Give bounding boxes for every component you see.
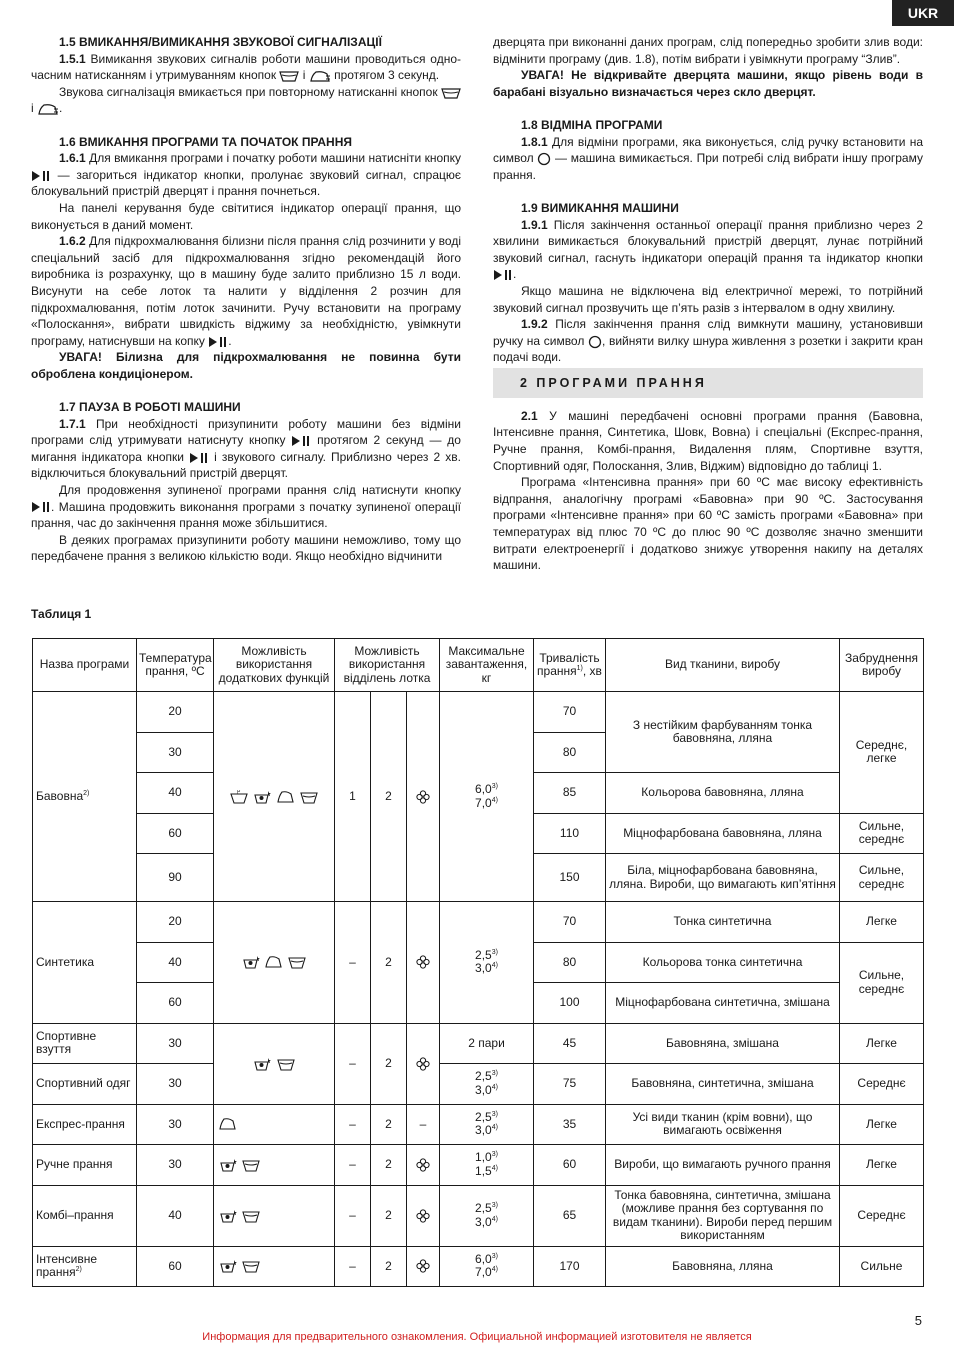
table-row	[33, 1145, 924, 1186]
text: Для продовження зупиненої програми прання слід натиснути кнопку	[59, 483, 461, 498]
stain-icon	[219, 1209, 237, 1223]
soil-cell: Сильне, середнє	[840, 854, 924, 902]
soil-cell: Середнє	[840, 1064, 924, 1105]
tub-icon	[279, 70, 299, 82]
footnote: 3)	[491, 1202, 498, 1209]
fabric-cell: Кольорова бавовняна, лляна	[606, 773, 840, 814]
play-pause-icon	[291, 435, 311, 447]
tray-2: 2	[371, 1246, 407, 1287]
header-name: Назва програми	[33, 639, 137, 692]
text: .	[228, 333, 232, 348]
num-1-7-1: 1.7.1	[59, 416, 86, 431]
header-temp: Температура прання, ºС	[137, 639, 214, 692]
footnote: 3)	[491, 1110, 498, 1118]
footnote: 3)	[491, 783, 498, 790]
flower-icon	[416, 1158, 430, 1172]
tub-icon	[300, 790, 318, 804]
text: 2,5	[475, 1109, 492, 1124]
fabric-cell: З нестійким фарбуванням тонка бавовняна, лляна	[606, 692, 840, 773]
header-soil: Забруднення виробу	[840, 639, 924, 692]
temp-cell: 40	[137, 1185, 214, 1246]
footnote: 1)	[576, 665, 583, 672]
stain-icon	[219, 1259, 237, 1273]
text: і	[31, 101, 37, 116]
text: Бавовна	[36, 788, 84, 803]
text: Для відміни програми, яка виконується, слід ручку встановити на символ	[493, 134, 923, 166]
temp-cell: 60	[137, 983, 214, 1024]
text: Після закінчення прання слід вимкнути машину, установивши ручку на символ	[493, 317, 923, 348]
paragraph-1-7-2	[31, 482, 461, 532]
soil-cell: Сильне, середнє	[840, 813, 924, 854]
header-funcs: Можливість використання додаткових функцій	[214, 639, 335, 692]
text: 1,0	[475, 1150, 492, 1165]
iron-icon	[309, 70, 331, 82]
load-cell	[440, 1145, 534, 1186]
temp-cell: 60	[137, 813, 214, 854]
tray-1: –	[335, 902, 371, 1024]
temp-cell: 30	[137, 732, 214, 773]
fabric-cell: Міцнофарбована бавовняна, лляна	[606, 813, 840, 854]
stain-icon	[253, 790, 271, 804]
load-cell	[440, 1185, 534, 1246]
paragraph-2-1-2: Програма «Інтенсивна прання» при 60 ºС має високу ефективність відпрання, аналогічну програмі «Бавовна» при 90 ºС. Застосування програми «Інтенсивне прання» при 60 ºС замість програми «Бавовна» при температурах від плюс 70 ºС до плюс 90 ºС дозволяє значно зменшити витрати електроенергії і додатково знижує утворення накипу на деталях машини.	[493, 475, 923, 573]
text: 3,0	[475, 1123, 492, 1138]
tray-1: –	[335, 1145, 371, 1186]
header-tray: Можливість використання відділень лотка	[335, 639, 440, 692]
hand-functions	[214, 1145, 335, 1186]
duration-cell: 70	[534, 902, 606, 943]
footnote: 4)	[491, 1124, 498, 1132]
table-title: Таблиця 1	[31, 607, 92, 621]
table-row	[33, 1246, 924, 1287]
footnote: 3)	[491, 948, 498, 956]
table-row	[33, 1064, 924, 1105]
text: Вимикання звукових сигналів роботи машини проводиться одно-часним натисканням і утримуванням кнопок	[31, 51, 461, 83]
express-functions	[214, 1104, 335, 1145]
num-1-9-2: 1.9.2	[521, 317, 548, 332]
footnote: 2)	[83, 789, 90, 797]
section-1-9-title: 1.9 ВИМИКАННЯ МАШИНИ	[521, 200, 679, 215]
table-row	[33, 1023, 924, 1064]
tub-icon	[242, 1209, 260, 1223]
footnote: 4)	[491, 1083, 498, 1091]
paragraph-1-9-1	[493, 217, 923, 283]
text: протягом 2 секунд — до мигання індикатора кнопки	[31, 433, 461, 464]
tray-1: –	[335, 1104, 371, 1145]
spin-cell	[407, 1246, 440, 1287]
soil-cell: Легке	[840, 1145, 924, 1186]
duration-cell: 80	[534, 942, 606, 983]
text: 7,0	[475, 1265, 492, 1280]
fabric-cell: Бавовняна, змішана	[606, 1023, 840, 1064]
footnote: 3)	[491, 1070, 498, 1078]
temp-cell: 30	[137, 1145, 214, 1186]
spin-cell	[407, 1145, 440, 1186]
text: При необхідності призупинити роботу машини без відміни програми слід утримувати натиснуту кнопку	[31, 416, 461, 448]
fabric-cell: Усі види тканин (крім вовни), що вимагають освіження	[606, 1104, 840, 1145]
footnote: 2)	[75, 1266, 82, 1274]
paragraph-1-8-1	[493, 134, 923, 184]
flower-icon	[416, 790, 430, 804]
synth-functions	[214, 902, 335, 1024]
text: .	[513, 267, 517, 282]
tray-1: –	[335, 1246, 371, 1287]
svg-text:P: P	[236, 789, 241, 795]
footnote: 4)	[491, 962, 498, 970]
flower-icon	[416, 955, 430, 969]
section-1-5-title: 1.5 ВМИКАННЯ/ВИМИКАННЯ ЗВУКОВОЇ СИГНАЛІЗАЦІЇ	[59, 35, 382, 49]
text: протягом 3 секунд.	[330, 68, 440, 83]
text: 6,0	[475, 1251, 492, 1266]
program-sport-shoes: Спортивне взуття	[33, 1023, 137, 1064]
duration-cell: 35	[534, 1104, 606, 1145]
num-1-9-1: 1.9.1	[521, 217, 548, 232]
fabric-cell: Біла, міцнофарбована бавовняна, лляна. Вироби, що вимагають кип’ятіння	[606, 854, 840, 902]
warning-door	[493, 67, 923, 100]
tray-1: –	[335, 1185, 371, 1246]
fabric-cell: Кольорова тонка синтетична	[606, 942, 840, 983]
footnote: 4)	[491, 796, 498, 804]
text: У машині передбачені основні програми прання (Бавовна, Інтенсивне прання, Синтетика, Шовк, Вовна) і спеціальні (Експрес-прання, Ручне прання, Комбі-прання, Видалення плям, Спортивне взуття, Спортивний одяг, Полоскання, Злив, Віджим) відповідно до таблиці 1.	[493, 408, 923, 473]
temp-cell: 30	[137, 1104, 214, 1145]
num-1-8-1: 1.8.1	[521, 134, 548, 149]
tray-2: 2	[371, 1023, 407, 1104]
paragraph-1-7-3: В деяких програмах призупинити роботу машини неможливо, тому що передбачене прання з великою кількістю води. Якщо необхідно відчинити	[31, 532, 461, 564]
paragraph-1-9-2: Якщо машина не відключена від електричної мережі, то потрійний звуковий сигнал прозвучить ще п’ять разів з інтервалом в одну хвилину.	[493, 283, 923, 315]
text: Звукова сигналізація вмикається при повторному натисканні кнопок	[59, 84, 441, 99]
paragraph-1-5-1	[31, 51, 461, 84]
spin-cell	[407, 1185, 440, 1246]
paragraph-2-1	[493, 408, 923, 474]
text: 2,5	[475, 1201, 492, 1215]
footnote: 3)	[491, 1151, 498, 1159]
load-cell	[440, 902, 534, 1024]
stain-icon	[253, 1057, 271, 1071]
tray-2: 2	[371, 902, 407, 1024]
text: 6,0	[475, 782, 492, 796]
warning-starch	[31, 349, 461, 382]
language-badge: UKR	[892, 0, 954, 26]
load-cell	[440, 692, 534, 902]
soil-cell: Сильне	[840, 1246, 924, 1287]
table-row	[33, 1104, 924, 1145]
num-2-1: 2.1	[521, 408, 538, 423]
footnote: 4)	[491, 1215, 498, 1223]
duration-cell: 110	[534, 813, 606, 854]
off-circle-icon	[537, 152, 551, 166]
text: — машина вимикається. При потребі слід вибрати іншу програму прання.	[493, 151, 923, 182]
program-hand-wash: Ручне прання	[33, 1145, 137, 1186]
fabric-cell: Вироби, що вимагають ручного прання	[606, 1145, 840, 1186]
section-2-title: 2 ПРОГРАМИ ПРАННЯ	[493, 368, 923, 398]
section-1-7-title: 1.7 ПАУЗА В РОБОТІ МАШИНИ	[59, 400, 241, 415]
soil-cell: Легке	[840, 1023, 924, 1064]
text: .	[59, 101, 63, 116]
text: і звукового сигналу. Приблизно через 2 хв. відключиться блокувальний пристрій дверцят.	[31, 449, 461, 481]
load-cell	[440, 1246, 534, 1287]
fabric-cell: Міцнофарбована синтетична, змішана	[606, 983, 840, 1024]
text: 3,0	[475, 1082, 492, 1097]
header-duration	[534, 639, 606, 692]
temp-cell: 30	[137, 1064, 214, 1105]
stain-icon	[219, 1158, 237, 1172]
temp-cell: 20	[137, 902, 214, 943]
temp-cell: 40	[137, 773, 214, 814]
tub-icon	[242, 1259, 260, 1273]
fabric-cell: Бавовняна, синтетична, змішана	[606, 1064, 840, 1105]
fabric-cell: Тонка бавовняна, синтетична, змішана (можливе прання без сортування по видам тканини). Вироби перед першим використанням	[606, 1185, 840, 1246]
tub-icon	[441, 87, 461, 99]
table-row	[33, 1185, 924, 1246]
footnote: 4)	[491, 1266, 498, 1274]
stain-icon	[242, 955, 260, 969]
soil-cell: Сильне, середнє	[840, 942, 924, 1023]
paragraph-1-9-3	[493, 316, 923, 366]
prewash-icon	[230, 790, 248, 804]
spin-cell	[407, 902, 440, 1024]
num-1-5-1: 1.5.1	[59, 51, 86, 66]
program-express: Експрес-прання	[33, 1104, 137, 1145]
flower-icon	[416, 1259, 430, 1273]
tray-2: 2	[371, 692, 407, 902]
duration-cell: 80	[534, 732, 606, 773]
temp-cell: 40	[137, 942, 214, 983]
program-combi: Комбі–прання	[33, 1185, 137, 1246]
temp-cell: 60	[137, 1246, 214, 1287]
warning-text: УВАГА! Не відкривайте дверцята машини, якщо рівень води в барабані візуально визначається через скло дверцят.	[493, 68, 923, 99]
duration-cell: 100	[534, 983, 606, 1024]
num-1-6-1: 1.6.1	[59, 151, 86, 166]
soil-cell: Легке	[840, 1104, 924, 1145]
section-1-8-title: 1.8 ВІДМІНА ПРОГРАМИ	[521, 117, 663, 132]
duration-cell: 65	[534, 1185, 606, 1246]
program-intensive	[33, 1246, 137, 1287]
duration-cell: 70	[534, 692, 606, 733]
duration-cell: 45	[534, 1023, 606, 1064]
program-synthetics: Синтетика	[33, 902, 137, 1024]
load-cell: 2 пари	[440, 1023, 534, 1064]
text: 1,5	[475, 1163, 492, 1178]
text: . Машина продовжить виконання програми з початку зупиненої операції прання, час до закінчення прання може збільшитися.	[31, 499, 461, 531]
play-pause-icon	[493, 269, 513, 281]
table-row	[33, 902, 924, 943]
paragraph-continued: дверцята при виконанні даних програм, слід попередньо зробити злив води: відмінити програму (див. 1.8), потім вибрати і увімкнути програму “Злив”.	[493, 35, 923, 66]
program-cotton	[33, 692, 137, 902]
flower-icon	[416, 1209, 430, 1223]
text: і	[299, 68, 309, 83]
paragraph-1-6-2: На панелі керування буде світитися індикатор операції прання, що виконується в даний момент.	[31, 200, 461, 232]
text: 3,0	[475, 961, 492, 976]
left-column	[31, 34, 461, 565]
tray-2: 2	[371, 1145, 407, 1186]
header-fabric: Вид тканини, виробу	[606, 639, 840, 692]
disclaimer-note: Информация для предварительного ознакомления. Официальной информацией изготовителя не является	[202, 1331, 752, 1343]
text: 2,5	[475, 1069, 492, 1084]
table-row	[33, 692, 924, 733]
text: Після закінчення останньої операції прання приблизно через 2 хвилини вимикається блокувальний пристрій дверцят, лунає потрійний звуковий сигнал, гаснуть індикатори операцій прання та індикатор кнопки	[493, 217, 923, 265]
num-1-6-2: 1.6.2	[59, 234, 86, 249]
iron-icon	[219, 1117, 237, 1131]
table-header-row	[33, 639, 924, 692]
duration-cell: 75	[534, 1064, 606, 1105]
paragraph-1-5-2	[31, 84, 461, 117]
right-column	[493, 34, 923, 574]
sport-functions	[214, 1023, 335, 1104]
cotton-functions	[214, 692, 335, 902]
play-pause-icon	[31, 501, 51, 513]
text: 3,0	[475, 1214, 492, 1229]
tray-2: 2	[371, 1104, 407, 1145]
header-load: Максимальне завантаження, кг	[440, 639, 534, 692]
iron-icon	[265, 955, 283, 969]
duration-cell: 150	[534, 854, 606, 902]
temp-cell: 20	[137, 692, 214, 733]
text: , вийняти вилку шнура живлення з розетки і закрити кран подачі води.	[493, 333, 923, 365]
soil-cell: Середнє	[840, 1185, 924, 1246]
iron-icon	[37, 103, 59, 115]
tray-1: 1	[335, 692, 371, 902]
tray-1: –	[335, 1023, 371, 1104]
temp-cell: 90	[137, 854, 214, 902]
text: Для вмикання програми і початку роботи машини натисніти кнопку	[85, 151, 461, 166]
tray-2: 2	[371, 1185, 407, 1246]
combi-functions	[214, 1185, 335, 1246]
off-circle-icon	[588, 335, 602, 349]
text: Для підкрохмалювання білизни після прання слід розчинити у воді спеціальний засіб для підкрохмалювання згідно рекомендацій його виробника із розрахунку, що в машину буде залито приблизно 15 л води. Висунути на себе лоток та налити у відділення 2 розчин для підкрохмалювання, потім лоток зачинити. Ручу встановити на програму «Полоскання», вибрати швидкість віджиму за необхідністю, увімкнути програму, натиснувши на копку	[31, 234, 461, 348]
load-cell	[440, 1104, 534, 1145]
duration-cell: 85	[534, 773, 606, 814]
paragraph-1-6-3	[31, 233, 461, 349]
fabric-cell: Бавовняна, лляна	[606, 1246, 840, 1287]
text: 2,5	[475, 947, 492, 962]
flower-icon	[416, 1057, 430, 1071]
duration-cell: 170	[534, 1246, 606, 1287]
temp-cell: 30	[137, 1023, 214, 1064]
intensive-functions	[214, 1246, 335, 1287]
play-pause-icon	[189, 452, 209, 464]
spin-cell: –	[407, 1104, 440, 1145]
programs-table	[32, 638, 924, 1287]
text: , хв	[582, 664, 602, 678]
paragraph-1-7-1	[31, 416, 461, 482]
text: Інтенсивне прання	[36, 1251, 98, 1280]
footnote: 3)	[491, 1252, 498, 1260]
fabric-cell: Тонка синтетична	[606, 902, 840, 943]
play-pause-icon	[31, 170, 51, 182]
page-number: 5	[914, 1313, 922, 1328]
soil-cell: Легке	[840, 902, 924, 943]
text: 7,0	[475, 795, 492, 810]
program-sport-clothes: Спортивний одяг	[33, 1064, 137, 1105]
section-1-6-title: 1.6 ВМИКАННЯ ПРОГРАМИ ТА ПОЧАТОК ПРАННЯ	[59, 134, 353, 149]
play-pause-icon	[208, 336, 228, 348]
footnote: 4)	[491, 1164, 498, 1172]
tub-icon	[288, 955, 306, 969]
text: Тривалість прання	[537, 650, 600, 678]
spin-cell	[407, 1023, 440, 1104]
iron-icon	[277, 790, 295, 804]
duration-cell: 60	[534, 1145, 606, 1186]
warning-text: УВАГА! Білизна для підкрохмалювання не повинна бути оброблена кондиціонером.	[31, 350, 461, 381]
tub-icon	[242, 1158, 260, 1172]
tub-icon	[277, 1057, 295, 1071]
paragraph-1-6-1	[31, 150, 461, 200]
soil-cell: Середнє, легке	[840, 692, 924, 814]
text: — загориться індикатор кнопки, пролунає звуковий сигнал, спрацює блокувальний пристрій дверцят і прання почнеться.	[31, 167, 461, 199]
spin-cell	[407, 692, 440, 902]
load-cell	[440, 1064, 534, 1105]
